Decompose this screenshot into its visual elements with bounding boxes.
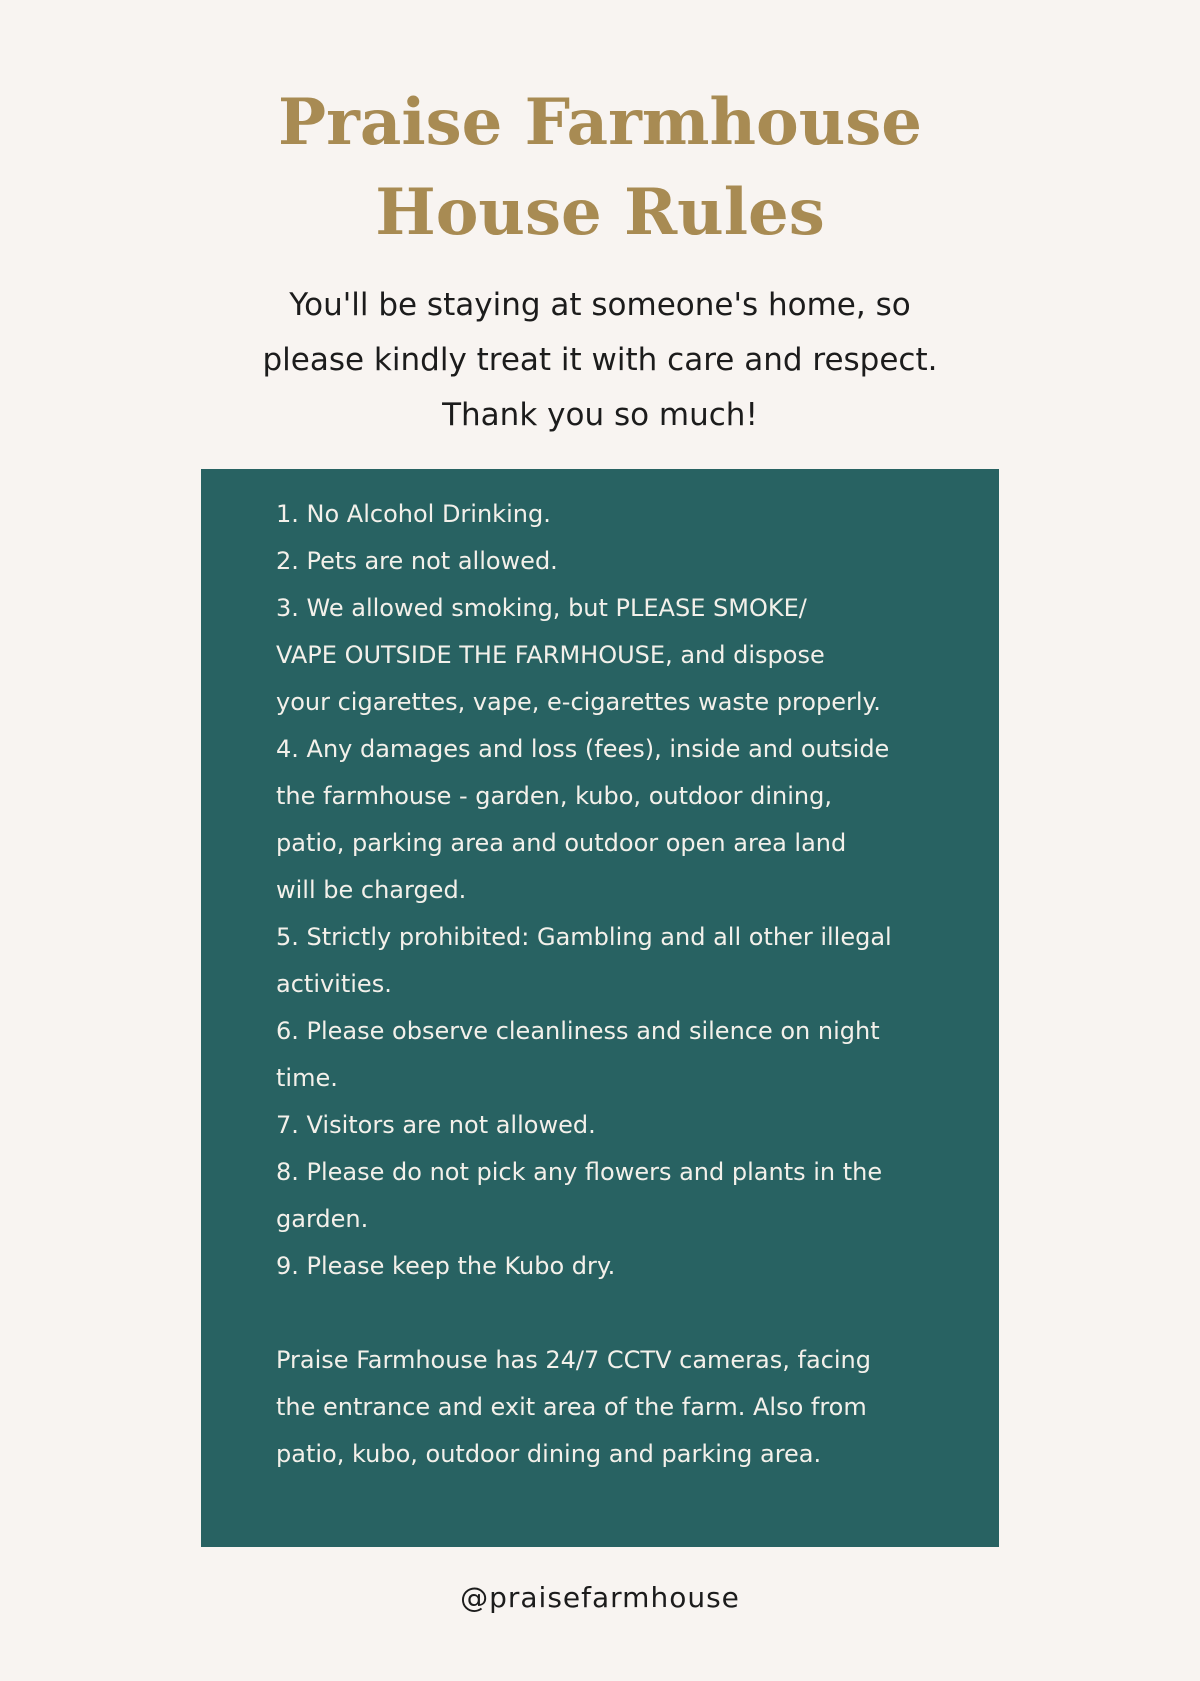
cctv-notice-line: the entrance and exit area of the farm. Also from [276, 1393, 867, 1421]
rule-line: time. [276, 1064, 338, 1092]
rule-line: your cigarettes, vape, e-cigarettes waste properly. [276, 688, 881, 716]
spacer [276, 1290, 976, 1337]
page-title-line-2: House Rules [375, 175, 825, 250]
page-title-line-1: Praise Farmhouse [278, 85, 922, 160]
rule-line: the farmhouse - garden, kubo, outdoor dining, [276, 782, 832, 810]
rule-line: 6. Please observe cleanliness and silence on night [276, 1017, 880, 1045]
rule-line: 7. Visitors are not allowed. [276, 1111, 596, 1139]
rule-line: will be charged. [276, 876, 467, 904]
rules-panel [201, 469, 999, 1547]
social-handle: @praisefarmhouse [460, 1581, 740, 1614]
rule-line: activities. [276, 970, 392, 998]
intro-message [0, 278, 1200, 443]
rule-line: 5. Strictly prohibited: Gambling and all other illegal [276, 923, 892, 951]
rules-list [276, 491, 976, 1478]
rule-line: VAPE OUTSIDE THE FARMHOUSE, and dispose [276, 641, 825, 669]
intro-line: Thank you so much! [442, 397, 758, 433]
intro-line: You'll be staying at someone's home, so [289, 287, 911, 323]
rule-line: 2. Pets are not allowed. [276, 547, 558, 575]
cctv-notice-line: Praise Farmhouse has 24/7 CCTV cameras, facing [276, 1346, 871, 1374]
rule-line: 4. Any damages and loss (fees), inside and outside [276, 735, 890, 763]
rule-line: 9. Please keep the Kubo dry. [276, 1252, 616, 1280]
rule-line: 3. We allowed smoking, but PLEASE SMOKE/ [276, 594, 807, 622]
rule-line: garden. [276, 1205, 369, 1233]
rule-line: 8. Please do not pick any flowers and plants in the [276, 1158, 883, 1186]
cctv-notice-line: patio, kubo, outdoor dining and parking area. [276, 1440, 822, 1468]
rule-line: 1. No Alcohol Drinking. [276, 500, 551, 528]
intro-line: please kindly treat it with care and respect. [262, 342, 938, 378]
rule-line: patio, parking area and outdoor open area land [276, 829, 847, 857]
